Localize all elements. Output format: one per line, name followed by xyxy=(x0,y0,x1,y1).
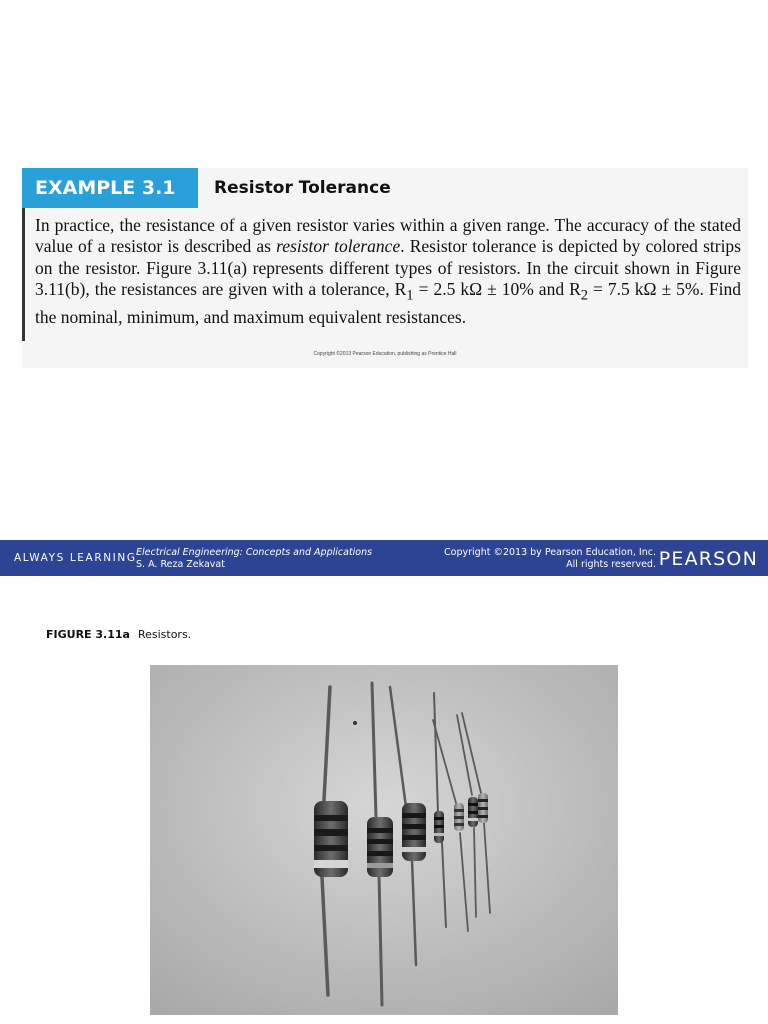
resistor-medium-2 xyxy=(402,803,426,861)
figure-caption-text: Resistors. xyxy=(137,628,192,641)
resistors-photo xyxy=(150,665,618,1015)
example-box xyxy=(22,168,748,368)
example-tag: EXAMPLE 3.1 xyxy=(22,168,198,208)
example-copyright: Copyright ©2013 Pearson Education, publishing as Prentice Hall xyxy=(313,351,457,357)
book-author: S. A. Reza Zekavat xyxy=(136,559,225,570)
r1-subscript: 1 xyxy=(406,287,414,304)
pearson-logo: PEARSON xyxy=(658,548,758,570)
body-text-1: In practice, the resistance of a given resistor varies within a given range. The accuracy of the stated value of a resistor is described as xyxy=(35,215,741,257)
copyright-line-2: All rights reserved. xyxy=(566,559,656,570)
body-text-3: = 2.5 kΩ ± 10% and R xyxy=(413,279,581,300)
body-emphasis: resistor tolerance xyxy=(276,236,401,257)
body-text-4: = 7.5 kΩ ± 5%. Find the nominal, minimum, and maximum equivalent resistances. xyxy=(35,279,741,328)
figure-caption xyxy=(46,628,191,641)
slide-figure xyxy=(0,576,768,1024)
footer-banner xyxy=(0,540,768,576)
example-header xyxy=(22,168,748,208)
always-learning-label: ALWAYS LEARNING xyxy=(14,552,137,564)
rights-info xyxy=(444,547,656,571)
r2-subscript: 2 xyxy=(580,287,589,304)
book-info xyxy=(136,547,372,571)
body-text-2: . Resistor tolerance is depicted by colored strips on the resistor. Figure 3.11(a) represents different types of resistors. In the circuit shown in Figure 3.11(b), the resistances are given with a tolerance, R xyxy=(35,236,741,300)
example-left-rule xyxy=(22,208,25,341)
copyright-line-1: Copyright ©2013 by Pearson Education, Inc. xyxy=(444,547,656,558)
figure-label: FIGURE 3.11a xyxy=(46,628,130,641)
example-body xyxy=(35,215,741,329)
book-title: Electrical Engineering: Concepts and Applications xyxy=(136,547,373,558)
example-title: Resistor Tolerance xyxy=(214,178,391,198)
